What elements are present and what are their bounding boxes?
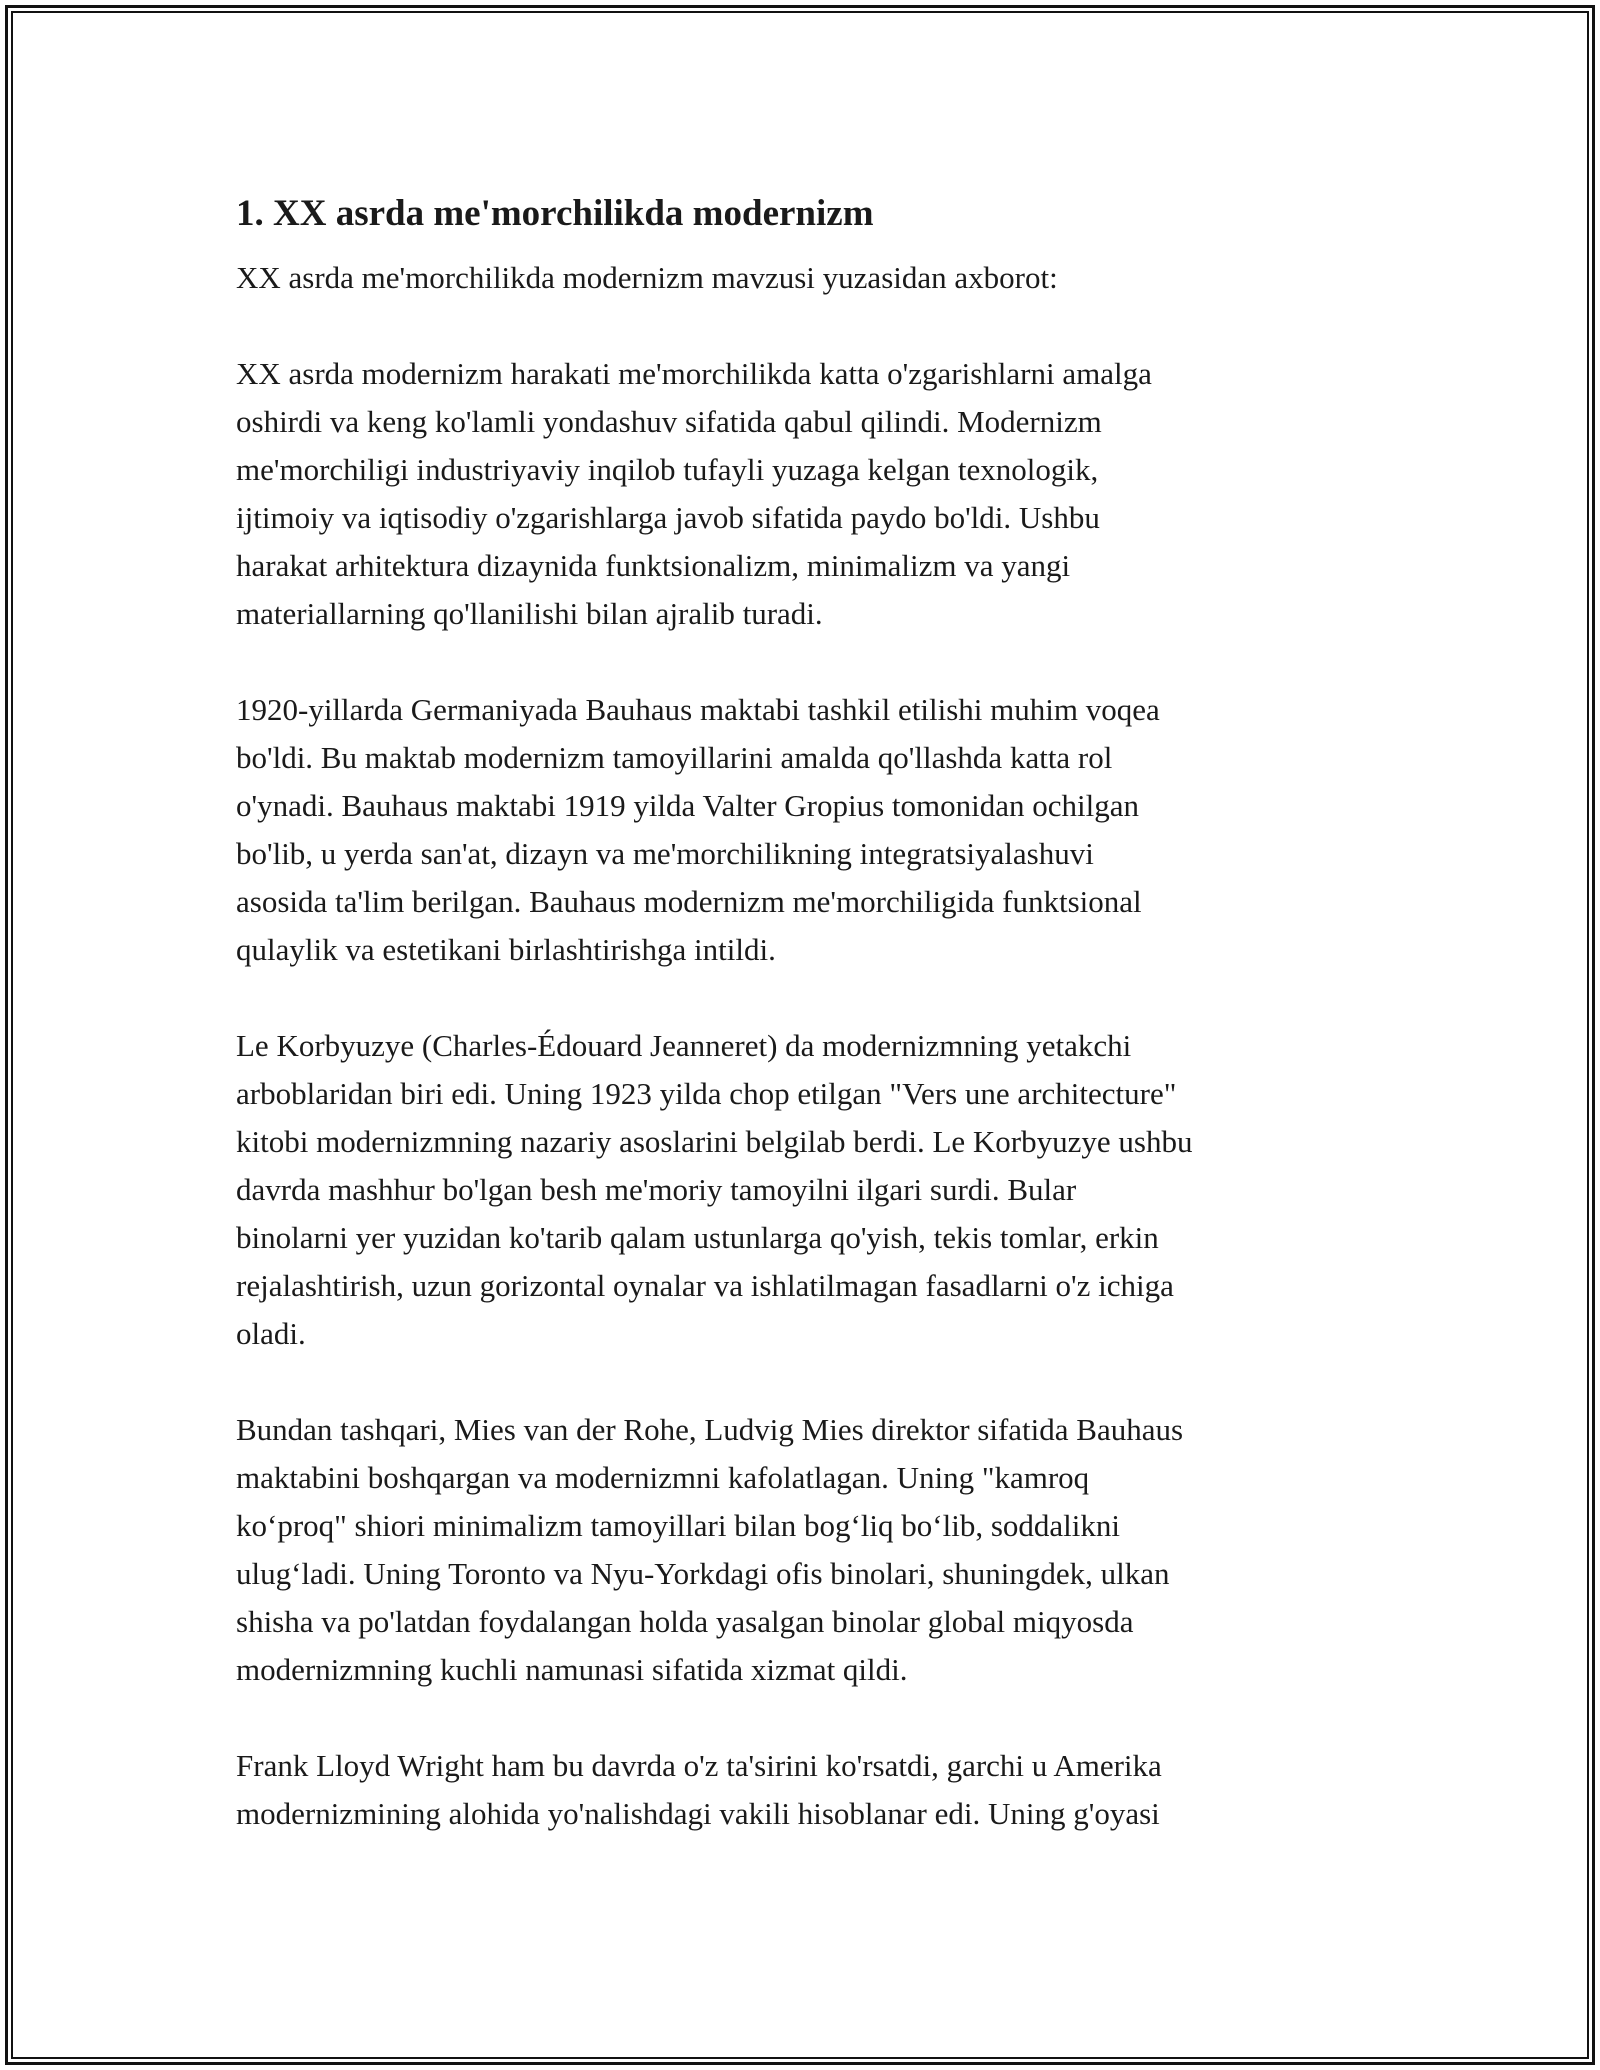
text-line: rejalashtirish, uzun gorizontal oynalar va ishlatilmagan fasadlarni o'z ichiga — [236, 1268, 1174, 1303]
text-line: kitobi modernizmning nazariy asoslarini belgilab berdi. Le Korbyuzye ushbu — [236, 1124, 1193, 1159]
text-line: arboblaridan biri edi. Uning 1923 yilda chop etilgan "Vers une architecture" — [236, 1076, 1177, 1111]
paragraph-le-corbusier — [236, 1022, 1376, 1358]
text-line: me'morchiligi industriyaviy inqilob tufayli yuzaga kelgan texnologik, — [236, 452, 1099, 487]
text-line: XX asrda modernizm harakati me'morchilikda katta o'zgarishlarni amalga — [236, 356, 1152, 391]
text-line: oshirdi va keng ko'lamli yondashuv sifatida qabul qilindi. Modernizm — [236, 404, 1102, 439]
section-heading: 1. XX asrda me'morchilikda modernizm — [236, 193, 874, 234]
paragraph-modernism-overview — [236, 350, 1376, 638]
text-line: shisha va po'latdan foydalangan holda yasalgan binolar global miqyosda — [236, 1604, 1134, 1639]
text-line: binolarni yer yuzidan ko'tarib qalam ustunlarga qo'yish, tekis tomlar, erkin — [236, 1220, 1159, 1255]
text-line: harakat arhitektura dizaynida funktsionalizm, minimalizm va yangi — [236, 548, 1071, 583]
text-line: ko‘proq" shiori minimalizm tamoyillari bilan bog‘liq bo‘lib, soddalikni — [236, 1508, 1120, 1543]
text-line: davrda mashhur bo'lgan besh me'moriy tamoyilni ilgari surdi. Bular — [236, 1172, 1077, 1207]
text-line: qulaylik va estetikani birlashtirishga intildi. — [236, 932, 776, 967]
text-line: ijtimoiy va iqtisodiy o'zgarishlarga javob sifatida paydo bo'ldi. Ushbu — [236, 500, 1100, 535]
text-line: asosida ta'lim berilgan. Bauhaus modernizm me'morchiligida funktsional — [236, 884, 1142, 919]
text-line: oladi. — [236, 1316, 306, 1351]
text-line: materiallarning qo'llanilishi bilan ajralib turadi. — [236, 596, 823, 631]
text-line: ulug‘ladi. Uning Toronto va Nyu-Yorkdagi ofis binolari, shuningdek, ulkan — [236, 1556, 1170, 1591]
text-line: bo'ldi. Bu maktab modernizm tamoyillarini amalda qo'llashda katta rol — [236, 740, 1113, 775]
text-line: Frank Lloyd Wright ham bu davrda o'z ta'sirini ko'rsatdi, garchi u Amerika — [236, 1748, 1162, 1783]
text-line: Bundan tashqari, Mies van der Rohe, Ludvig Mies direktor sifatida Bauhaus — [236, 1412, 1184, 1447]
paragraph-bauhaus — [236, 686, 1376, 974]
text-line: Le Korbyuzye (Charles-Édouard Jeanneret) da modernizmning yetakchi — [236, 1028, 1132, 1063]
intro-paragraph: XX asrda me'morchilikda modernizm mavzusi yuzasidan axborot: — [236, 260, 1058, 295]
paragraph-mies-van-der-rohe — [236, 1406, 1376, 1694]
text-line: 1920-yillarda Germaniyada Bauhaus maktabi tashkil etilishi muhim voqea — [236, 692, 1160, 727]
text-line: maktabini boshqargan va modernizmni kafolatlagan. Uning "kamroq — [236, 1460, 1090, 1495]
paragraph-frank-lloyd-wright — [236, 1742, 1376, 1838]
text-line: bo'lib, u yerda san'at, dizayn va me'morchilikning integratsiyalashuvi — [236, 836, 1094, 871]
text-line: o'ynadi. Bauhaus maktabi 1919 yilda Valter Gropius tomonidan ochilgan — [236, 788, 1139, 823]
text-line: modernizmning kuchli namunasi sifatida xizmat qildi. — [236, 1652, 908, 1687]
document-body — [236, 186, 1376, 1838]
text-line: modernizmining alohida yo'nalishdagi vakili hisoblanar edi. Uning g'oyasi — [236, 1796, 1160, 1831]
